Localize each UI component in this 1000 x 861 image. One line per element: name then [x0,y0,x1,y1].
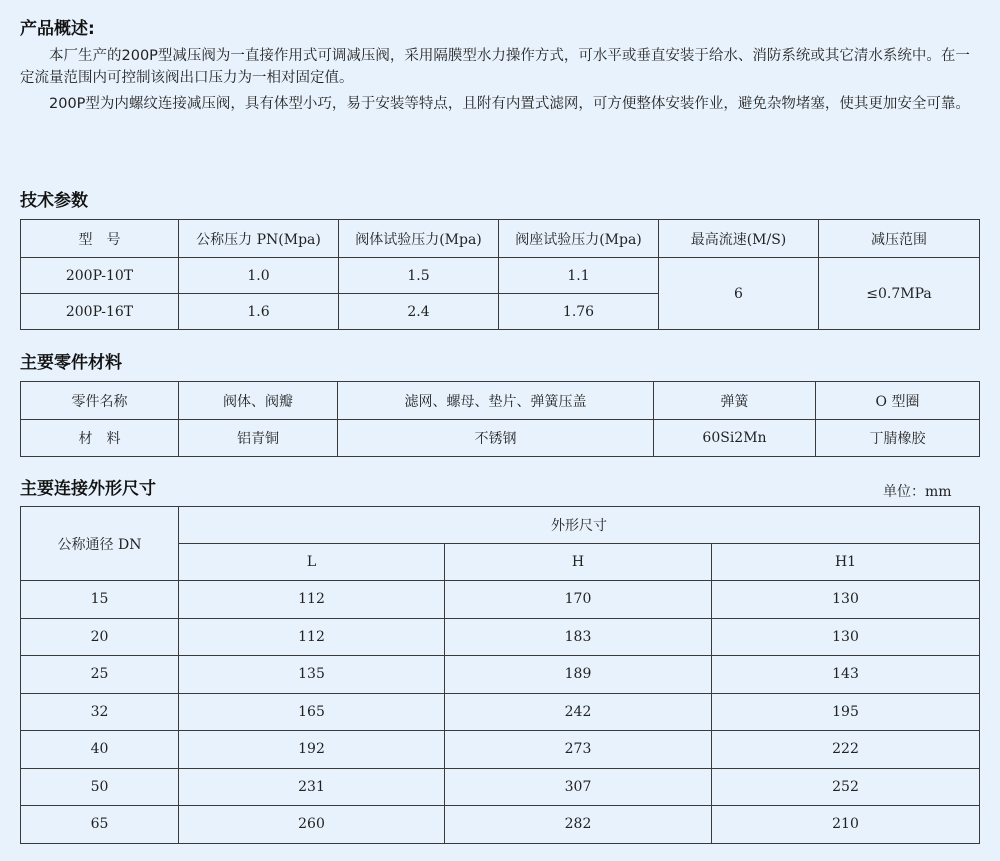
dimensions-header-row [21,507,980,544]
cell-l: 165 [179,693,445,731]
cell-h: 282 [445,806,712,844]
cell-seat-test: 1.76 [499,294,659,330]
header-nominal-pressure: 公称压力 PN(Mpa) [179,220,339,258]
cell-dn: 20 [21,618,179,656]
dimensions-title: 主要连接外形尺寸 [20,479,156,499]
cell-material: 60Si2Mn [654,420,816,457]
header-outline-dimensions: 外形尺寸 [179,507,980,544]
header-l: L [179,544,445,581]
cell-part: 弹簧 [654,382,816,420]
cell-part: 滤网、螺母、垫片、弹簧压盖 [338,382,654,420]
cell-nominal-pressure: 1.0 [179,258,339,294]
cell-h: 170 [445,581,712,619]
cell-dn: 25 [21,656,179,694]
overview-paragraph-1: 本厂生产的200P型减压阀为一直接作用式可调减压阀，采用隔膜型水力操作方式，可水平或垂直安装于给水、消防系统或其它清水系统中。在一定流量范围内可控制该阀出口压力为一相对固定值。 [20,48,970,86]
cell-l: 192 [179,731,445,769]
header-reduce-range: 减压范围 [819,220,980,258]
cell-material: 铝青铜 [179,420,338,457]
materials-title: 主要零件材料 [20,353,122,373]
cell-nominal-pressure: 1.6 [179,294,339,330]
overview-paragraph-2: 200P型为内螺纹连接减压阀，具有体型小巧，易于安装等特点，且附有内置式滤网，可方便整体安装作业，避免杂物堵塞，使其更加安全可靠。 [49,96,970,112]
table-row [21,382,980,420]
table-row [21,731,980,769]
tech-params-table [20,219,980,330]
table-row [21,768,980,806]
cell-seat-test: 1.1 [499,258,659,294]
cell-h: 273 [445,731,712,769]
tech-params-header-row [21,220,980,258]
table-row [21,806,980,844]
header-model: 型 号 [21,220,179,258]
tech-params-title: 技术参数 [20,191,88,211]
cell-dn: 50 [21,768,179,806]
cell-h1: 143 [712,656,980,694]
cell-h1: 252 [712,768,980,806]
cell-part: 阀体、阀瓣 [179,382,338,420]
cell-max-velocity: 6 [659,258,819,330]
table-row [21,618,980,656]
header-h1: H1 [712,544,980,581]
cell-material-label: 材 料 [21,420,179,457]
cell-h1: 195 [712,693,980,731]
cell-h1: 210 [712,806,980,844]
overview-title: 产品概述: [20,19,95,39]
cell-dn: 32 [21,693,179,731]
materials-table [20,381,980,457]
cell-part-name-label: 零件名称 [21,382,179,420]
table-row [21,258,980,294]
cell-dn: 65 [21,806,179,844]
header-body-test-pressure: 阀体试验压力(Mpa) [339,220,499,258]
cell-reduce-range: ≤0.7MPa [819,258,980,330]
cell-body-test: 2.4 [339,294,499,330]
cell-dn: 40 [21,731,179,769]
cell-l: 135 [179,656,445,694]
cell-l: 231 [179,768,445,806]
cell-h1: 130 [712,618,980,656]
cell-h: 189 [445,656,712,694]
table-row [21,420,980,457]
header-dn: 公称通径 DN [21,507,179,581]
cell-h: 307 [445,768,712,806]
cell-h: 242 [445,693,712,731]
cell-l: 112 [179,581,445,619]
cell-l: 112 [179,618,445,656]
dimensions-table [20,506,980,844]
header-h: H [445,544,712,581]
table-row [21,693,980,731]
cell-part: O 型圈 [816,382,980,420]
cell-h: 183 [445,618,712,656]
table-row [21,656,980,694]
cell-body-test: 1.5 [339,258,499,294]
cell-l: 260 [179,806,445,844]
cell-h1: 130 [712,581,980,619]
cell-model: 200P-16T [21,294,179,330]
table-row [21,581,980,619]
unit-label: 单位：mm [883,484,952,500]
cell-material: 不锈钢 [338,420,654,457]
cell-material: 丁腈橡胶 [816,420,980,457]
cell-h1: 222 [712,731,980,769]
header-seat-test-pressure: 阀座试验压力(Mpa) [499,220,659,258]
header-max-velocity: 最高流速(M/S) [659,220,819,258]
cell-model: 200P-10T [21,258,179,294]
cell-dn: 15 [21,581,179,619]
